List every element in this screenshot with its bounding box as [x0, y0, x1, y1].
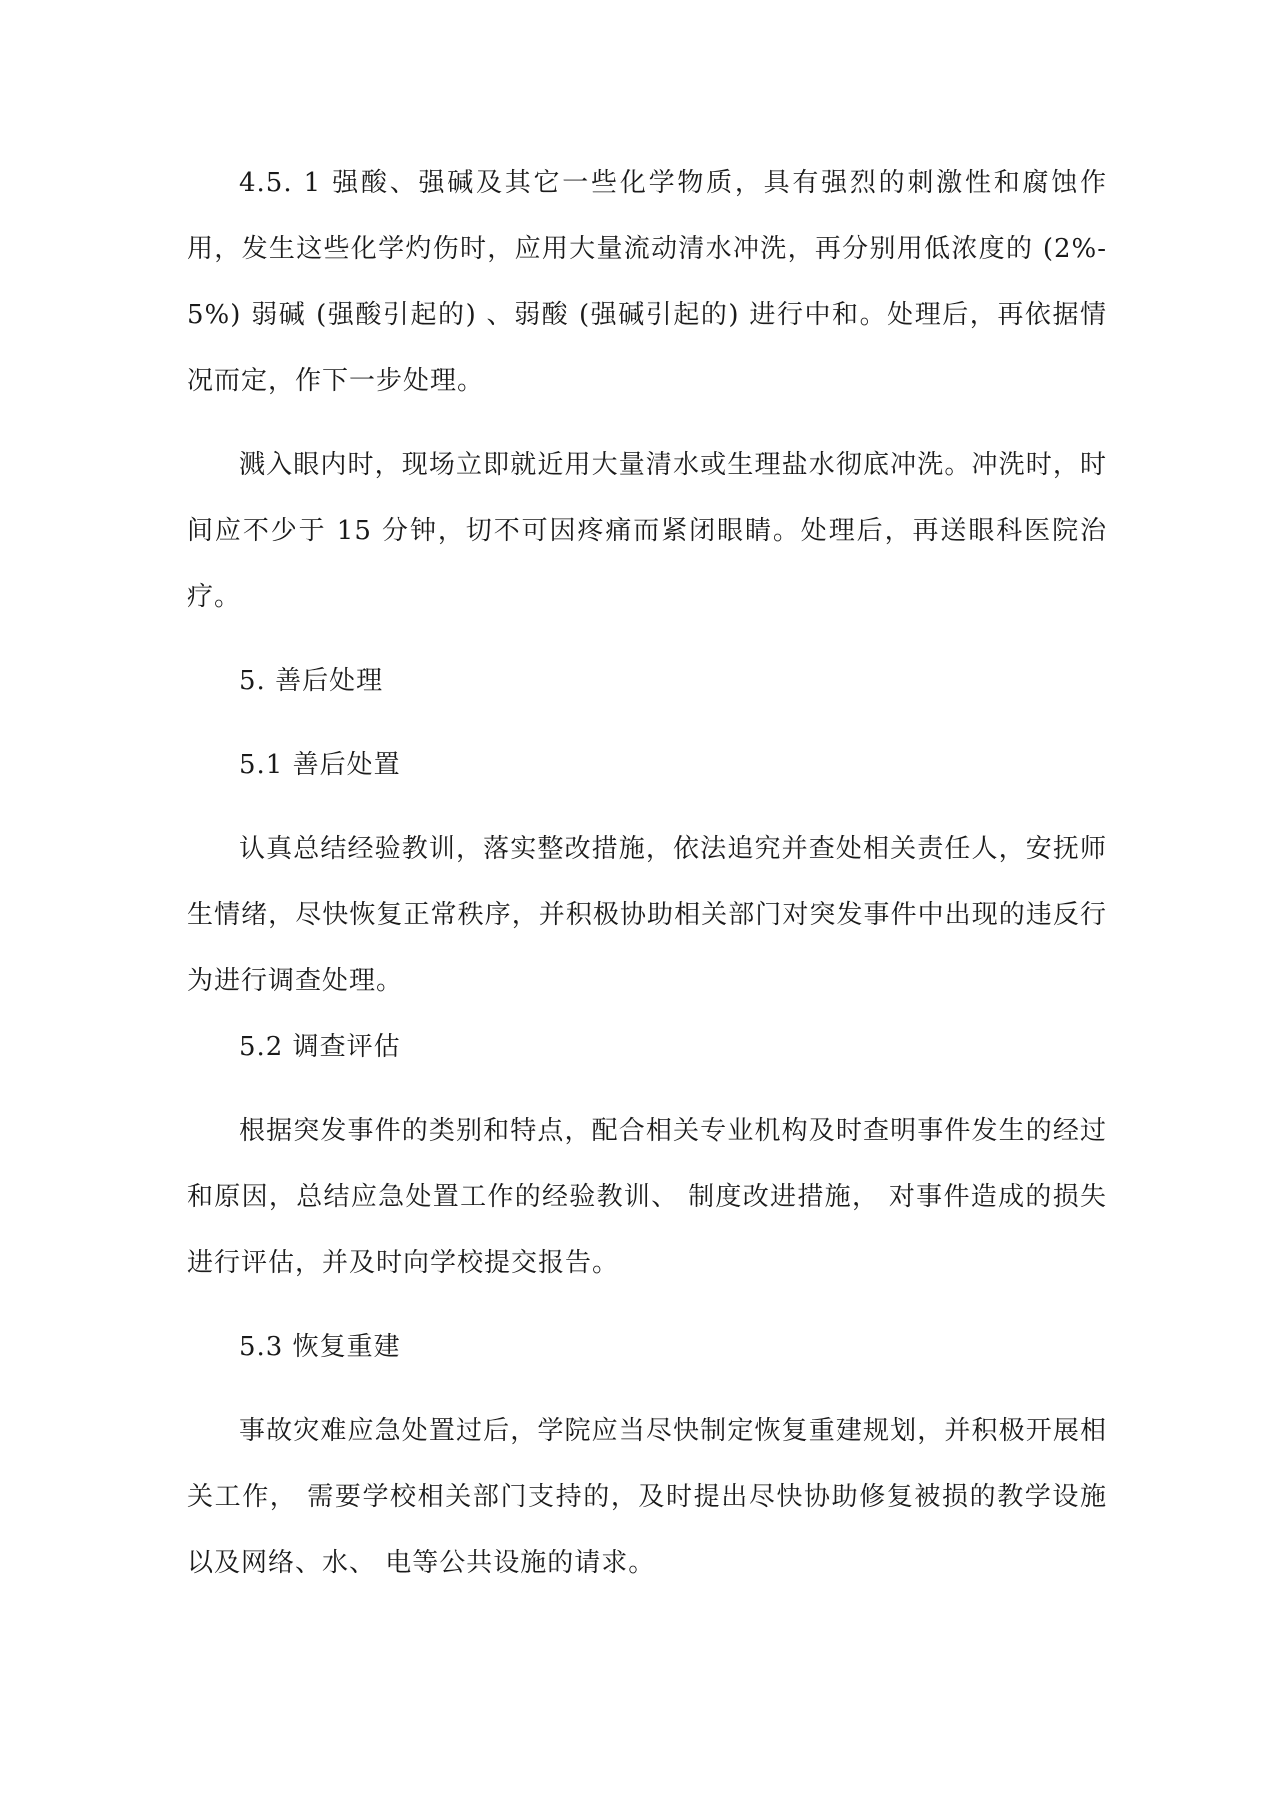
paragraph-investigation: 根据突发事件的类别和特点，配合相关专业机构及时查明事件发生的经过和原因，总结应急处置工作的经验教训、 制度改进措施， 对事件造成的损失进行评估，并及时向学校提交报告。 — [187, 1116, 1107, 1278]
document-body — [187, 150, 1107, 1596]
paragraph-chemical-burns: 4.5. 1 强酸、强碱及其它一些化学物质，具有强烈的刺激性和腐蚀作用，发生这些化学灼伤时，应用大量流动清水冲洗，再分别用低浓度的 (2%-5%) 弱碱 (强酸引起的) 、弱酸 (强碱引起的) 进行中和。处理后，再依据情况而定，作下一步处理。 — [187, 168, 1107, 396]
subsection-heading-reconstruction: 5.3 恢复重建 — [239, 1332, 401, 1362]
section-heading-aftermath: 5. 善后处理 — [239, 666, 384, 696]
paragraph-eye-splash: 溅入眼内时，现场立即就近用大量清水或生理盐水彻底冲洗。冲洗时，时间应不少于 15 分钟，切不可因疼痛而紧闭眼睛。处理后，再送眼科医院治疗。 — [187, 450, 1107, 612]
paragraph-aftermath-handling: 认真总结经验教训，落实整改措施，依法追究并查处相关责任人，安抚师生情绪，尽快恢复正常秩序，并积极协助相关部门对突发事件中出现的违反行为进行调查处理。 — [187, 834, 1107, 996]
subsection-heading-investigation: 5.2 调查评估 — [239, 1032, 401, 1062]
subsection-heading-aftermath-handling: 5.1 善后处置 — [239, 750, 401, 780]
paragraph-reconstruction: 事故灾难应急处置过后，学院应当尽快制定恢复重建规划，并积极开展相关工作， 需要学校相关部门支持的，及时提出尽快协助修复被损的教学设施以及网络、水、 电等公共设施的请求。 — [187, 1416, 1108, 1578]
